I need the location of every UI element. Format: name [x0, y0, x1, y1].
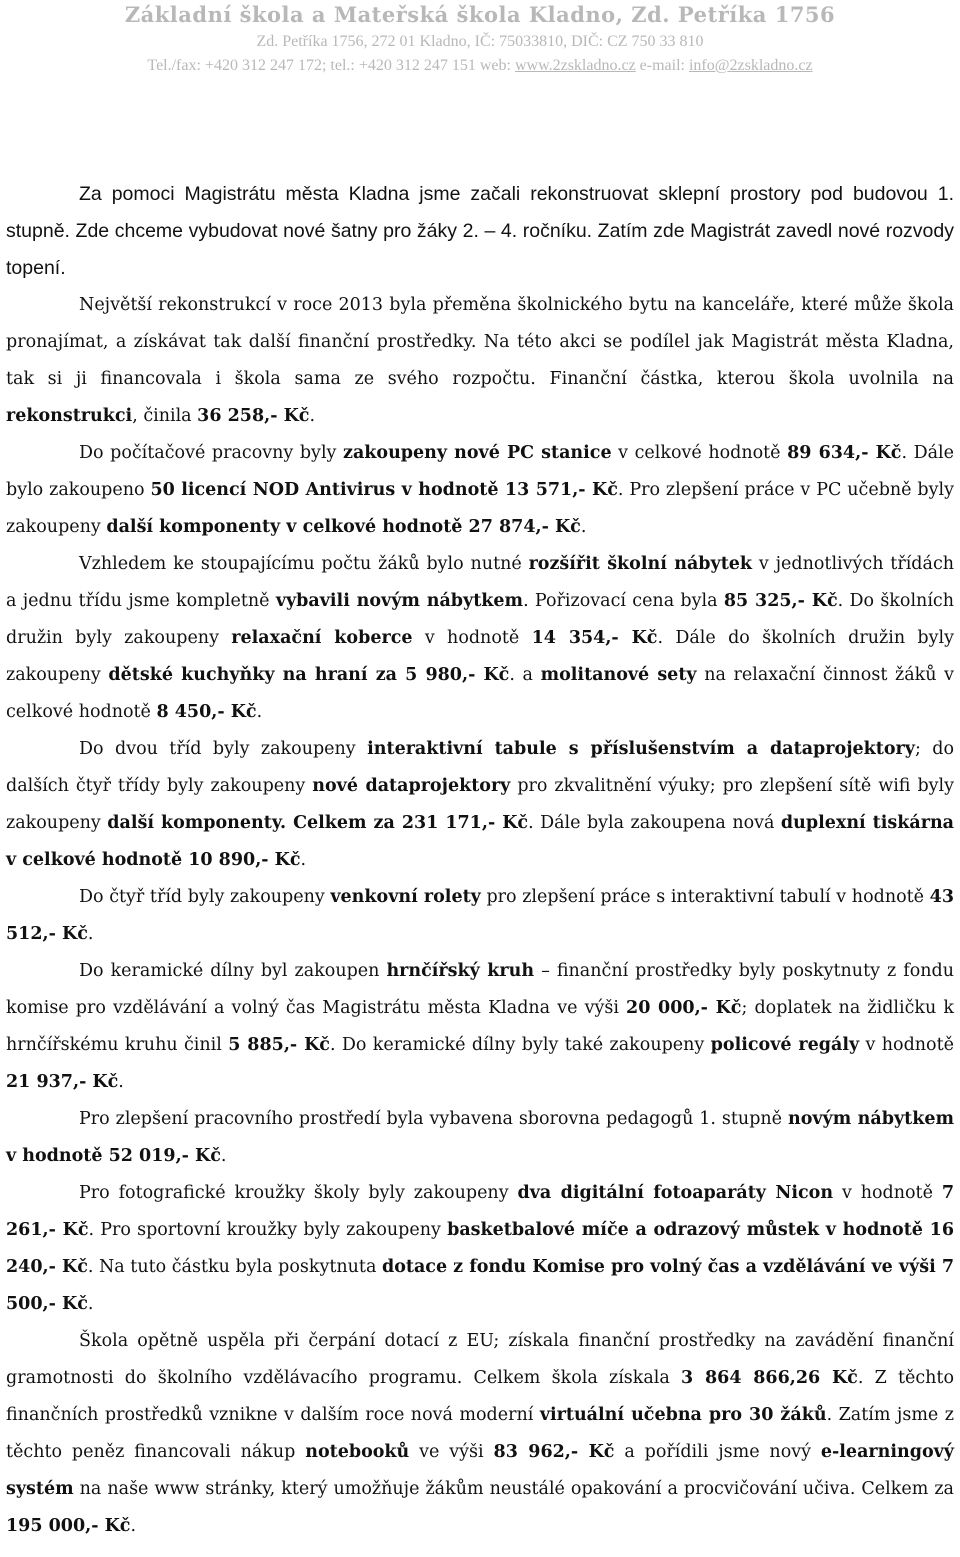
bold-text-run: hrnčířský kruh	[386, 961, 535, 981]
bold-text-run: vybavili novým nábytkem	[275, 591, 524, 611]
paragraph-8	[6, 1101, 954, 1175]
bold-text-run: interaktivní tabule s příslušenstvím a dataprojektory	[367, 739, 915, 759]
paragraph-6	[6, 879, 954, 953]
web-link[interactable]: www.2zskladno.cz	[514, 57, 636, 74]
bold-text-run: rekonstrukci	[6, 406, 133, 426]
email-link[interactable]: info@2zskladno.cz	[688, 57, 813, 74]
text-run: Za pomoci Magistrátu města Kladna jsme začali rekonstruovat sklepní prostory pod budovou 1. stupně. Zde chceme vybudovat nové šatny pro žáky 2. – 4. ročníku. Zatím zde Magistrát zavedl nové rozvody topení.	[6, 183, 954, 279]
bold-text-run: 83 962,- Kč	[493, 1442, 615, 1462]
text-run: . Dále bylo zakoupeno	[6, 443, 954, 500]
contact-phones: Tel./fax: +420 312 247 172; tel.: +420 312 247 151 web:	[147, 57, 515, 74]
text-run: . Dále byla zakoupena nová	[528, 813, 781, 833]
letterhead	[0, 0, 960, 78]
bold-text-run: 43 512,- Kč	[6, 887, 955, 944]
paragraph-2	[6, 287, 954, 435]
bold-text-run: 36 258,- Kč	[197, 406, 310, 426]
text-run: . Dále do školních družin byly zakoupeny	[6, 628, 954, 685]
bold-text-run: 7 261,- Kč	[6, 1183, 955, 1240]
bold-text-run: e-learningový systém	[6, 1442, 954, 1499]
paragraph-4	[6, 546, 954, 731]
text-run: . Pro sportovní kroužky byly zakoupeny	[88, 1220, 448, 1240]
text-run: , činila	[132, 406, 198, 426]
bold-text-run: 20 000,- Kč	[626, 998, 742, 1018]
bold-text-run: další komponenty. Celkem za 231 171,- Kč	[107, 813, 529, 833]
text-run: .	[220, 1146, 227, 1166]
text-run: .	[309, 406, 316, 426]
text-run: Do keramické dílny byl zakoupen	[79, 961, 387, 981]
bold-text-run: 195 000,- Kč	[6, 1516, 131, 1536]
document-body	[6, 176, 954, 1545]
text-run: .	[87, 924, 94, 944]
bold-text-run: 5 885,- Kč	[228, 1035, 330, 1055]
text-run: . Do školních družin byly zakoupeny	[6, 591, 954, 648]
text-run: . a	[509, 665, 541, 685]
text-run: v celkové hodnotě	[611, 443, 788, 463]
text-run: . Pořizovací cena byla	[523, 591, 724, 611]
text-run: na naše www stránky, který umožňuje žákům neustálé opakování a procvičování učiva. Celkem za	[73, 1479, 954, 1499]
bold-text-run: policové regály	[710, 1035, 860, 1055]
text-run: ve výši	[409, 1442, 494, 1462]
bold-text-run: 21 937,- Kč	[6, 1072, 119, 1092]
text-run: Vzhledem ke stoupajícímu počtu žáků bylo nutné	[79, 554, 529, 574]
bold-text-run: dva digitální fotoaparáty Nicon	[517, 1183, 834, 1203]
text-run: na relaxační činnost žáků v celkové hodnotě	[6, 665, 955, 722]
text-run: pro zlepšení práce s interaktivní tabulí v hodnotě	[480, 887, 930, 907]
text-run: . Na tuto částku byla poskytnuta	[87, 1257, 382, 1277]
text-run: . Do keramické dílny byly také zakoupeny	[329, 1035, 711, 1055]
bold-text-run: 8 450,- Kč	[156, 702, 257, 722]
bold-text-run: notebooků	[305, 1442, 410, 1462]
paragraph-5	[6, 731, 954, 879]
bold-text-run: 50 licencí NOD Antivirus v hodnotě 13 571,- Kč	[150, 480, 618, 500]
text-run: Pro fotografické kroužky školy byly zakoupeny	[79, 1183, 518, 1203]
text-run: . Zatím jsme z těchto peněz financovali nákup	[6, 1405, 954, 1462]
text-run: .	[87, 1294, 94, 1314]
bold-text-run: virtuální učebna pro 30 žáků	[539, 1405, 827, 1425]
text-run: .	[118, 1072, 124, 1092]
text-run: v hodnotě	[859, 1035, 954, 1055]
text-run: .	[130, 1516, 137, 1536]
bold-text-run: basketbalové míče a odrazový můstek v hodnotě 16 240,- Kč	[6, 1220, 954, 1277]
bold-text-run: další komponenty v celkové hodnotě 27 874,- Kč	[106, 517, 581, 537]
text-run: . Z těchto finančních prostředků vznikne v dalším roce nová moderní	[6, 1368, 954, 1425]
bold-text-run: duplexní tiskárna v celkové hodnotě 10 890,- Kč	[6, 813, 955, 870]
bold-text-run: dětské kuchyňky na hraní za 5 980,- Kč	[108, 665, 510, 685]
bold-text-run: rozšířit školní nábytek	[528, 554, 753, 574]
paragraph-10	[6, 1323, 954, 1545]
text-run: .	[256, 702, 263, 722]
text-run: Největší rekonstrukcí v roce 2013 byla přeměna školnického bytu na kanceláře, které může škola pronajímat, a získávat tak další finanční prostředky. Na této akci se podílel jak Magistrát města Kladna, tak si ji financovala i škola sama ze svého rozpočtu. Finanční částka, kterou škola uvolnila na	[6, 295, 954, 389]
text-run: a pořídili jsme nový	[614, 1442, 821, 1462]
paragraph-9	[6, 1175, 954, 1323]
text-run: Do čtyř tříd byly zakoupeny	[79, 887, 331, 907]
text-run: Pro zlepšení pracovního prostředí byla vybavena sborovna pedagogů 1. stupně	[79, 1109, 788, 1129]
text-run: ; doplatek na židličku k hrnčířskému kruhu činil	[6, 998, 954, 1055]
paragraph-1	[6, 176, 954, 287]
school-address: Zd. Petříka 1756, 272 01 Kladno, IČ: 75033810, DIČ: CZ 750 33 810	[256, 33, 704, 50]
bold-text-run: 14 354,- Kč	[531, 628, 658, 648]
text-run: Do počítačové pracovny byly	[79, 443, 343, 463]
bold-text-run: molitanové sety	[540, 665, 697, 685]
text-run: v jednotlivých třídách a jednu třídu jsme kompletně	[6, 554, 955, 611]
bold-text-run: novým nábytkem v hodnotě 52 019,- Kč	[6, 1109, 955, 1166]
email-label: e-mail:	[635, 57, 689, 74]
contact-line	[0, 54, 960, 78]
text-run: – finanční prostředky byly poskytnuty z fondu komise pro vzdělávání a volný čas Magistrátu města Kladna ve výši	[6, 961, 954, 1018]
text-run: v hodnotě	[833, 1183, 942, 1203]
bold-text-run: relaxační koberce	[231, 628, 413, 648]
text-run: .	[300, 850, 307, 870]
paragraph-7	[6, 953, 954, 1101]
text-run: pro zkvalitnění výuky; pro zlepšení sítě wifi byly zakoupeny	[6, 776, 955, 833]
paragraph-3	[6, 435, 954, 546]
bold-text-run: 89 634,- Kč	[787, 443, 902, 463]
bold-text-run: nové dataprojektory	[312, 776, 511, 796]
bold-text-run: 85 325,- Kč	[723, 591, 838, 611]
text-run: .	[580, 517, 587, 537]
text-run: Do dvou tříd byly zakoupeny	[79, 739, 368, 759]
text-run: v hodnotě	[412, 628, 532, 648]
bold-text-run: 3 864 866,26 Kč	[681, 1368, 858, 1388]
text-run: . Pro zlepšení práce v PC učebně byly zakoupeny	[6, 480, 954, 537]
bold-text-run: venkovní rolety	[330, 887, 481, 907]
text-run: Škola opětně uspěla při čerpání dotací z EU; získala finanční prostředky na zavádění finanční gramotnosti do školního vzdělávacího programu. Celkem škola získala	[6, 1331, 954, 1388]
bold-text-run: dotace z fondu Komise pro volný čas a vzdělávání ve výši 7 500,- Kč	[6, 1257, 954, 1314]
school-name: Základní škola a Mateřská škola Kladno, Zd. Petříka 1756	[124, 2, 836, 27]
bold-text-run: zakoupeny nové PC stanice	[343, 443, 612, 463]
text-run: ; do dalších čtyř třídy byly zakoupeny	[6, 739, 954, 796]
